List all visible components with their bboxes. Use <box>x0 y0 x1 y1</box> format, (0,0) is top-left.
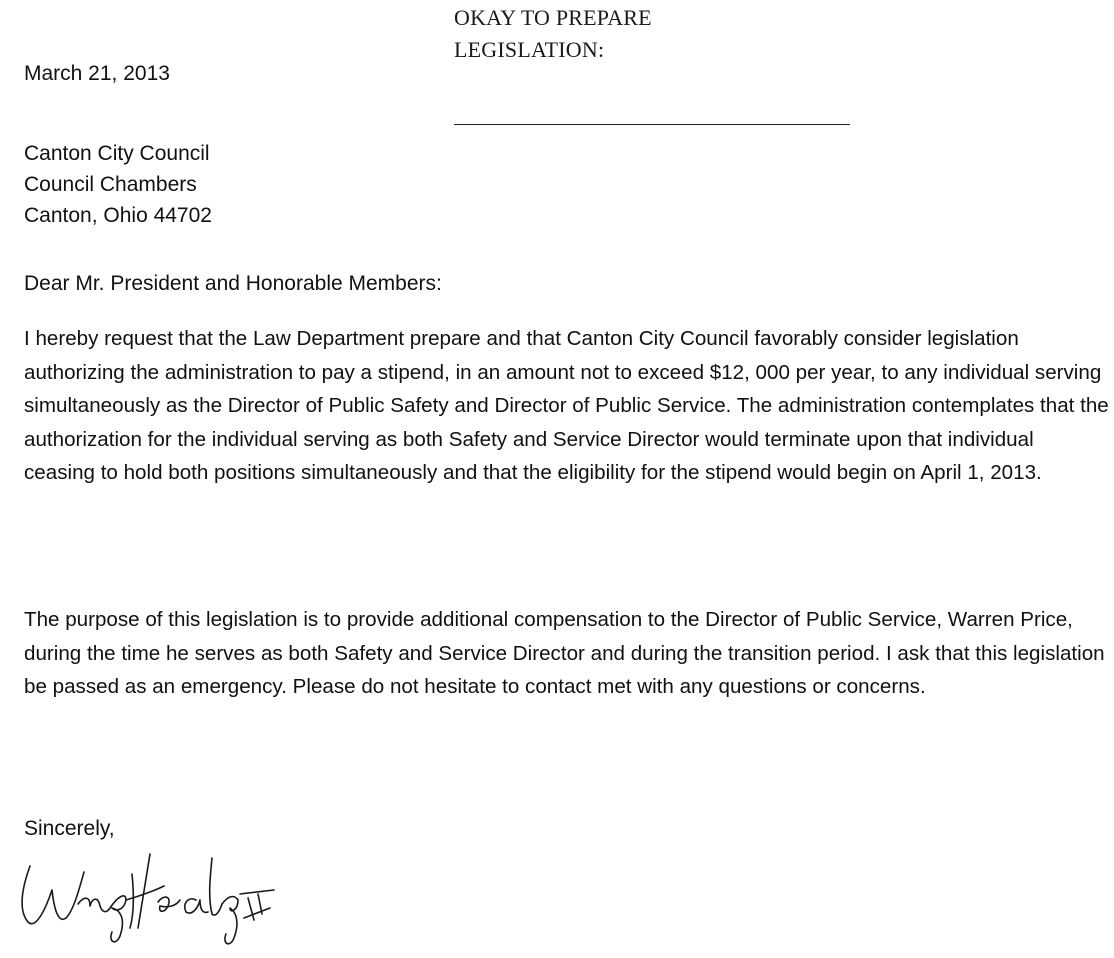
handwritten-signature <box>8 838 280 958</box>
recipient-address <box>24 138 212 231</box>
salutation: Dear Mr. President and Honorable Members: <box>24 272 442 295</box>
body-paragraph-1: I hereby request that the Law Department prepare and that Canton City Council favorably consider legislation authorizing the administration to pay a stipend, in an amount not to exceed $12, 000 per year, to any individual serving simultaneously as the Director of Public Safety and Director of Public Service. The administration contemplates that the authorization for the individual serving as both Safety and Service Director would terminate upon that individual ceasing to hold both positions simultaneously and that the eligibility for the stipend would begin on April 1, 2013. <box>24 327 1109 484</box>
stamp-line-1: OKAY TO PREPARE <box>454 5 652 30</box>
recipient-line-1: Canton City Council <box>24 142 210 165</box>
recipient-line-2: Council Chambers <box>24 173 197 196</box>
stamp-line-2: LEGISLATION: <box>454 37 605 62</box>
approval-signature-line <box>454 124 850 125</box>
body-paragraph-2: The purpose of this legislation is to provide additional compensation to the Director of Public Service, Warren Price, during the time he serves as both Safety and Service Director and during the transition period. I ask that this legislation be passed as an emergency. Please do not hesitate to contact met with any questions or concerns. <box>24 608 1105 698</box>
letter-date: March 21, 2013 <box>24 62 170 85</box>
closing: Sincerely, <box>24 817 115 840</box>
approval-stamp <box>454 2 652 66</box>
recipient-line-3: Canton, Ohio 44702 <box>24 204 212 227</box>
